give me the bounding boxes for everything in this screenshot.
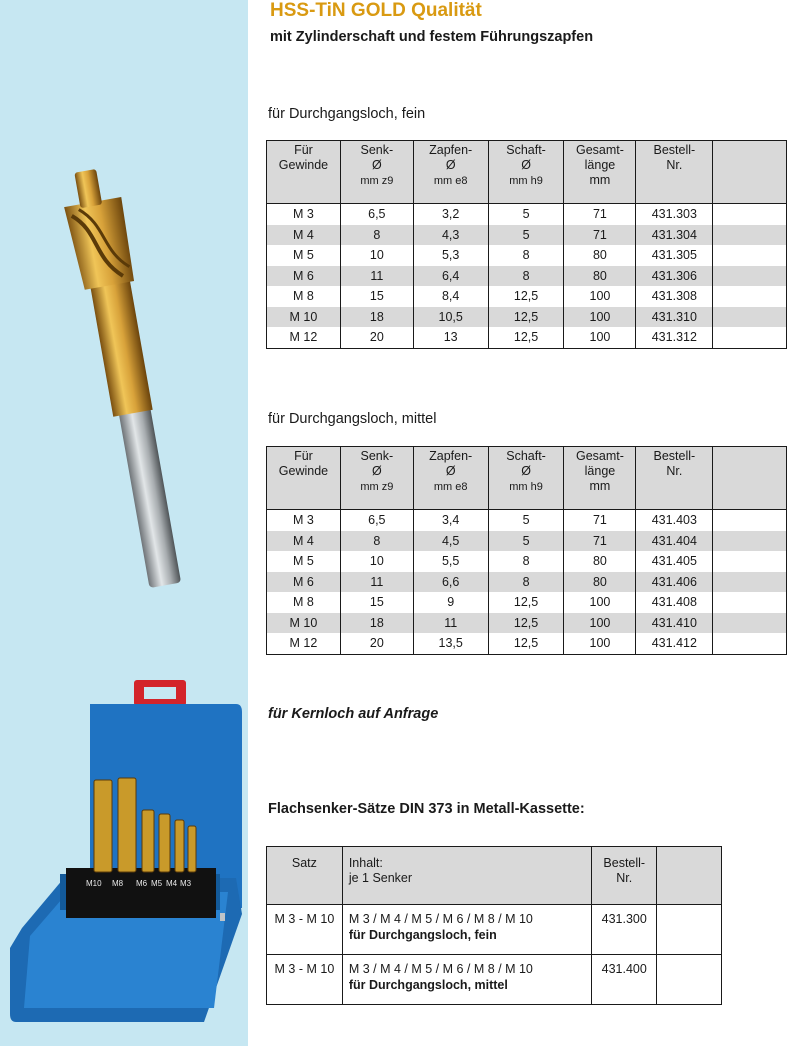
table-cell: 5 xyxy=(488,510,564,531)
table-cell: 20 xyxy=(340,327,413,348)
table-cell: 8 xyxy=(488,266,564,287)
table-cell: 431.410 xyxy=(636,613,713,634)
case-label: M5 xyxy=(151,879,163,888)
table-cell: 5,5 xyxy=(413,551,488,572)
table-row xyxy=(267,592,787,613)
col-header-inhalt: Inhalt: je 1 Senker xyxy=(342,847,591,905)
table-cell: 18 xyxy=(340,613,413,634)
table-body-fein xyxy=(267,204,787,349)
table-cell: 431.306 xyxy=(636,266,713,287)
table-cell: 8 xyxy=(488,551,564,572)
table-cell: 100 xyxy=(564,633,636,654)
table-cell: 15 xyxy=(340,286,413,307)
table-body-mittel xyxy=(267,510,787,655)
table-cell: 431.404 xyxy=(636,531,713,552)
table-row xyxy=(267,955,722,1005)
table-cell: 100 xyxy=(564,307,636,328)
table-cell: 11 xyxy=(413,613,488,634)
page-subtitle: mit Zylinderschaft und festem Führungszapfen xyxy=(270,29,594,45)
case-label: M6 xyxy=(136,879,148,888)
case-label: M4 xyxy=(166,879,178,888)
table-cell: 431.310 xyxy=(636,307,713,328)
table-cell: M 4 xyxy=(267,225,341,246)
table-cell: 80 xyxy=(564,266,636,287)
table-row xyxy=(267,572,787,593)
table-cell: 431.312 xyxy=(636,327,713,348)
table-cell: 5 xyxy=(488,204,564,225)
table-cell: 431.403 xyxy=(636,510,713,531)
table-row xyxy=(267,551,787,572)
table-cell: 100 xyxy=(564,286,636,307)
col-header-schaft: Schaft- Ø mm h9 xyxy=(488,447,564,510)
table-cell xyxy=(713,266,787,287)
table-cell: 431.305 xyxy=(636,245,713,266)
table-cell: 3,4 xyxy=(413,510,488,531)
table-cell: M 3 / M 4 / M 5 / M 6 / M 8 / M 10 für Durchgangsloch, fein xyxy=(342,905,591,955)
table-row xyxy=(267,204,787,225)
table-cell: 431.308 xyxy=(636,286,713,307)
metal-case-image xyxy=(8,678,244,1032)
case-label: M3 xyxy=(180,879,192,888)
table-cell xyxy=(713,327,787,348)
table-cell: M 12 xyxy=(267,327,341,348)
col-header-gewinde: Für Gewinde xyxy=(267,447,341,510)
sets-table xyxy=(266,846,722,1005)
table-cell: 431.406 xyxy=(636,572,713,593)
table-cell: 100 xyxy=(564,592,636,613)
table-cell: 13 xyxy=(413,327,488,348)
table-header-row xyxy=(267,447,787,510)
table-row xyxy=(267,905,722,955)
table-cell: 12,5 xyxy=(488,307,564,328)
table-cell xyxy=(713,592,787,613)
table-cell: 6,4 xyxy=(413,266,488,287)
table-cell: 12,5 xyxy=(488,286,564,307)
table-cell: 80 xyxy=(564,572,636,593)
table-cell xyxy=(713,531,787,552)
table-cell: 431.408 xyxy=(636,592,713,613)
table-cell xyxy=(713,510,787,531)
table-cell xyxy=(713,225,787,246)
table-cell: 12,5 xyxy=(488,592,564,613)
table-header-row xyxy=(267,141,787,204)
table-cell: M 10 xyxy=(267,613,341,634)
table-cell: 100 xyxy=(564,327,636,348)
table-cell xyxy=(657,905,722,955)
table-cell: M 5 xyxy=(267,245,341,266)
table-cell: 3,2 xyxy=(413,204,488,225)
table-cell: 71 xyxy=(564,225,636,246)
col-header-empty xyxy=(713,141,787,204)
table-cell: M 12 xyxy=(267,633,341,654)
table-cell: 431.303 xyxy=(636,204,713,225)
table-cell: 15 xyxy=(340,592,413,613)
col-header-bestell: Bestell- Nr. xyxy=(592,847,657,905)
countersink-tool-image xyxy=(55,160,185,600)
col-header-empty xyxy=(713,447,787,510)
table-cell: 431.300 xyxy=(592,905,657,955)
spec-table-fein xyxy=(266,140,787,349)
table-cell: 4,5 xyxy=(413,531,488,552)
table-cell: 10 xyxy=(340,551,413,572)
table-cell: 8 xyxy=(488,572,564,593)
table-cell: 10,5 xyxy=(413,307,488,328)
table-cell: 12,5 xyxy=(488,327,564,348)
sets-heading: Flachsenker-Sätze DIN 373 in Metall-Kassette: xyxy=(268,801,585,817)
col-header-senk: Senk- Ø mm z9 xyxy=(340,447,413,510)
table-cell xyxy=(713,613,787,634)
case-label: M8 xyxy=(112,879,124,888)
table-row xyxy=(267,307,787,328)
table-row xyxy=(267,531,787,552)
table-row xyxy=(267,266,787,287)
table-row xyxy=(267,633,787,654)
table-cell: 13,5 xyxy=(413,633,488,654)
table-cell: 5 xyxy=(488,531,564,552)
table-cell: M 8 xyxy=(267,286,341,307)
table-cell: 11 xyxy=(340,266,413,287)
col-header-laenge: Gesamt- länge mm xyxy=(564,447,636,510)
table-cell: 80 xyxy=(564,245,636,266)
table-cell: M 3 / M 4 / M 5 / M 6 / M 8 / M 10 für Durchgangsloch, mittel xyxy=(342,955,591,1005)
table-cell: 10 xyxy=(340,245,413,266)
table-cell xyxy=(713,307,787,328)
table-cell: 5 xyxy=(488,225,564,246)
table-cell: M 8 xyxy=(267,592,341,613)
table-cell xyxy=(713,572,787,593)
table-row xyxy=(267,245,787,266)
table-cell: 4,3 xyxy=(413,225,488,246)
col-header-empty xyxy=(657,847,722,905)
table-cell: 431.412 xyxy=(636,633,713,654)
table-cell: 5,3 xyxy=(413,245,488,266)
table-cell: 431.400 xyxy=(592,955,657,1005)
table-cell: 6,5 xyxy=(340,510,413,531)
table-cell: M 4 xyxy=(267,531,341,552)
table-row xyxy=(267,510,787,531)
table-cell: 6,5 xyxy=(340,204,413,225)
table-cell: 431.405 xyxy=(636,551,713,572)
table-header-row xyxy=(267,847,722,905)
section-heading-mittel: für Durchgangsloch, mittel xyxy=(268,411,437,427)
table-cell: M 3 - M 10 xyxy=(267,955,343,1005)
page-title: HSS-TiN GOLD Qualität xyxy=(270,0,482,21)
table-cell: M 5 xyxy=(267,551,341,572)
table-cell xyxy=(713,633,787,654)
table-cell xyxy=(713,204,787,225)
case-label: M10 xyxy=(86,879,102,888)
table-cell: 18 xyxy=(340,307,413,328)
col-header-bestell: Bestell- Nr. xyxy=(636,141,713,204)
kernloch-note: für Kernloch auf Anfrage xyxy=(268,706,439,722)
table-cell xyxy=(657,955,722,1005)
table-cell: 8 xyxy=(488,245,564,266)
col-header-zapfen: Zapfen- Ø mm e8 xyxy=(413,447,488,510)
col-header-bestell: Bestell- Nr. xyxy=(636,447,713,510)
spec-table-mittel xyxy=(266,446,787,655)
table-cell: 100 xyxy=(564,613,636,634)
table-cell: 431.304 xyxy=(636,225,713,246)
table-cell: 71 xyxy=(564,510,636,531)
table-cell: M 3 - M 10 xyxy=(267,905,343,955)
table-cell: 6,6 xyxy=(413,572,488,593)
col-header-laenge: Gesamt- länge mm xyxy=(564,141,636,204)
table-row xyxy=(267,225,787,246)
table-cell xyxy=(713,286,787,307)
table-cell: 12,5 xyxy=(488,633,564,654)
table-cell: M 6 xyxy=(267,572,341,593)
table-cell: M 3 xyxy=(267,204,341,225)
table-cell: 9 xyxy=(413,592,488,613)
table-cell: 12,5 xyxy=(488,613,564,634)
table-cell xyxy=(713,551,787,572)
table-cell: 11 xyxy=(340,572,413,593)
table-cell: 80 xyxy=(564,551,636,572)
table-row xyxy=(267,613,787,634)
table-row xyxy=(267,286,787,307)
table-cell: 20 xyxy=(340,633,413,654)
table-cell: 71 xyxy=(564,204,636,225)
table-row xyxy=(267,327,787,348)
table-cell: 71 xyxy=(564,531,636,552)
table-cell: 8,4 xyxy=(413,286,488,307)
sidebar-panel xyxy=(0,0,248,1046)
table-cell: M 6 xyxy=(267,266,341,287)
table-cell: M 10 xyxy=(267,307,341,328)
table-cell xyxy=(713,245,787,266)
col-header-gewinde: Für Gewinde xyxy=(267,141,341,204)
table-cell: 8 xyxy=(340,225,413,246)
col-header-satz: Satz xyxy=(267,847,343,905)
table-cell: M 3 xyxy=(267,510,341,531)
table-cell: 8 xyxy=(340,531,413,552)
section-heading-fein: für Durchgangsloch, fein xyxy=(268,106,426,122)
col-header-zapfen: Zapfen- Ø mm e8 xyxy=(413,141,488,204)
col-header-schaft: Schaft- Ø mm h9 xyxy=(488,141,564,204)
col-header-senk: Senk- Ø mm z9 xyxy=(340,141,413,204)
